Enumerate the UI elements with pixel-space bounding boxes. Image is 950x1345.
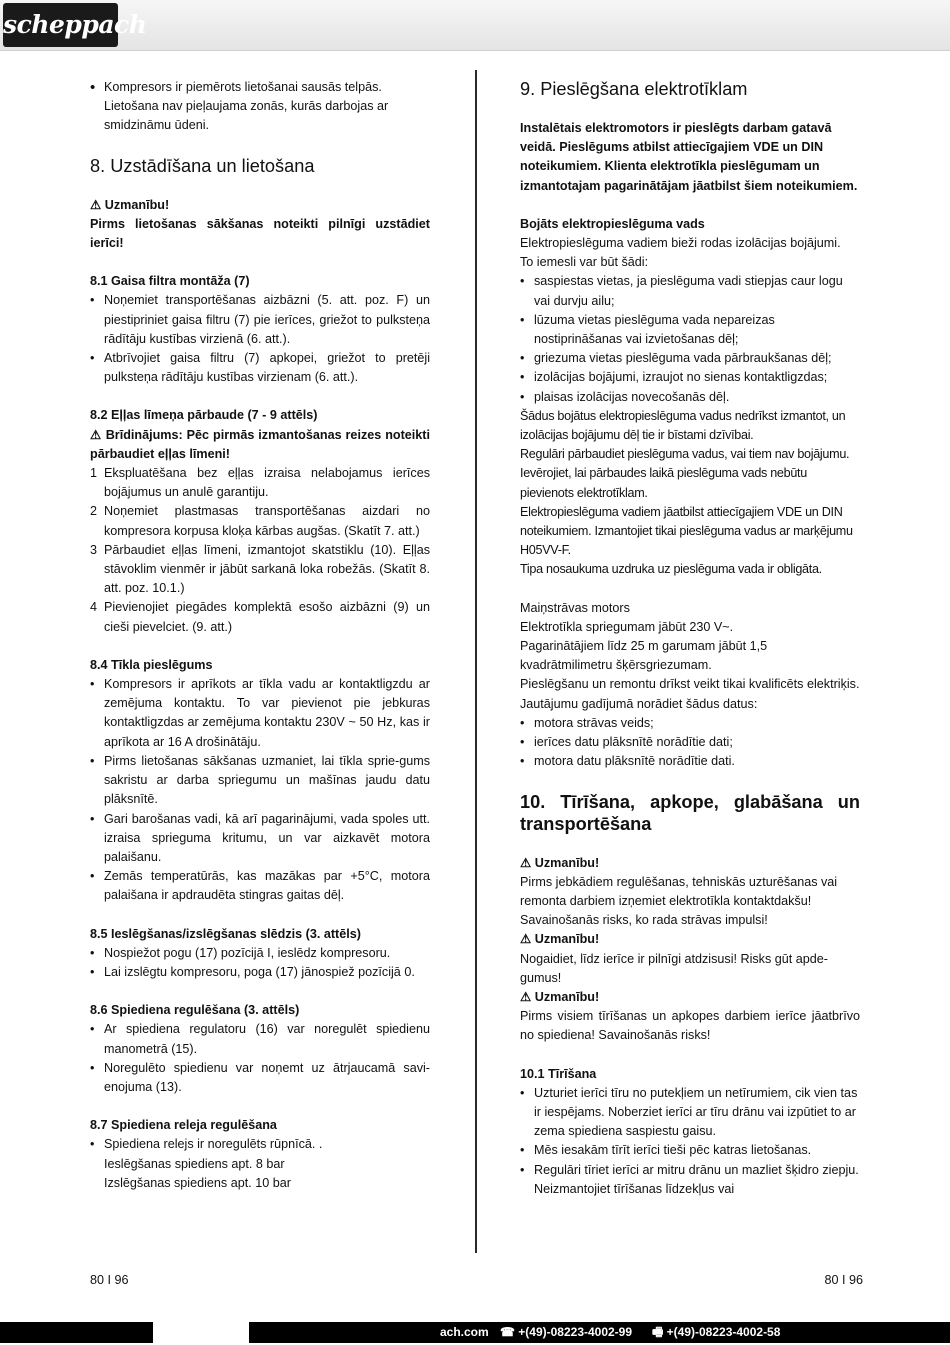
ac-paragraph: Pieslēgšanu un remontu drīkst veikt tikai kvalificēts elektriķis. <box>520 677 860 692</box>
section-9-title: 9. Pieslēgšana elektrotīklam <box>520 79 748 99</box>
section-8-title: 8. Uzstādīšana un lietošana <box>90 155 315 176</box>
cable-paragraph: Elektropieslēguma vadiem jāatbilst attiecīgajiem VDE un DIN noteikumiem. Izmantojiet tikai pieslēguma vadus ar marķējumu H05VV-F. <box>520 504 853 558</box>
section-8-7-list <box>90 1135 430 1154</box>
section-8-4-title: 8.4 Tīkla pieslēgums <box>90 657 213 672</box>
list-item: • Spiediena relejs ir noregulēts rūpnīcā. . <box>90 1135 430 1154</box>
cut-out-pressure: Izslēgšanas spiediens apt. 10 bar <box>104 1175 291 1190</box>
brand-logo: scheppach <box>3 3 118 47</box>
list-item: • motora datu plāksnītē norādītie dati. <box>520 752 860 771</box>
list-item: • lūzuma vietas pieslēguma vada nepareizas nostiprināšanas vai izvietošanas dēļ; <box>520 311 860 349</box>
cable-paragraph: Tipa nosaukuma uzdruka uz pieslēguma vada ir obligāta. <box>520 562 822 577</box>
warning-text: Pirms jebkādiem regulēšanas, tehniskās uzturēšanas vai remonta darbiem izņemiet elektrotīkla kontaktdakšu! Savainošanās risks, ko rada strāvas impulsi! <box>520 874 838 928</box>
list-item: • saspiestas vietas, ja pieslēguma vadi stiepjas caur logu vai durvju ailu; <box>520 272 860 310</box>
ac-paragraph: Pagarinātājiem līdz 25 m garumam jābūt 1,5 kvadrātmilimetru šķērsgriezumam. <box>520 639 768 673</box>
section-8-2-warning: ⚠ Brīdinājums: Pēc pirmās izmantošanas reizes noteikti pārbaudiet eļļas līmeni! <box>90 427 430 461</box>
warning-label: ⚠ Uzmanību! <box>90 197 170 212</box>
column-divider <box>475 70 477 1253</box>
footer-website: ach.com <box>440 1325 489 1339</box>
ac-data-list <box>520 714 860 772</box>
ac-paragraph: Jautājumu gadījumā norādiet šādus datus: <box>520 696 758 711</box>
list-item: • Pirms lietošanas sākšanas uzmaniet, lai tīkla sprie-gums sakristu ar darba spriegumu un mašīnas jaudu datu plāksnītē. <box>90 752 430 810</box>
left-column <box>90 78 430 1193</box>
list-item: • Nospiežot pogu (17) pozīcijā I, ieslēdz kompresoru. <box>90 944 430 963</box>
list-item: • Noņemiet transportēšanas aizbāzni (5. att. poz. F) un piestipriniet gaisa filtru (7) pie ierīces, griežot to pulksteņa rādītāju kustības virzienā (6. att.). <box>90 291 430 349</box>
warning-label: ⚠ Uzmanību! <box>520 855 600 870</box>
section-8-4-list <box>90 675 430 905</box>
cable-paragraph: Elektropieslēguma vadiem bieži rodas izolācijas bojājumi. <box>520 236 841 251</box>
right-column <box>520 78 860 1199</box>
warning-text: Pirms visiem tīrīšanas un apkopes darbiem ierīce jāatbrīvo no spiediena! Savainošanās risks! <box>520 1009 860 1043</box>
page-number-left: 80 I 96 <box>90 1273 129 1287</box>
list-item: • Regulāri tīriet ierīci ar mitru drānu un mazliet šķidro ziepju. Neizmantojiet tīrīšanas līdzekļus vai <box>520 1161 860 1199</box>
warning-label: ⚠ Uzmanību! <box>520 932 600 947</box>
warning-text: Nogaidiet, līdz ierīce ir pilnīgi atdzisusi! Risks gūt apde-gumus! <box>520 951 828 985</box>
footer-phone: ☎ +(49)-08223-4002-99 <box>500 1325 633 1339</box>
section-10-1-title: 10.1 Tīrīšana <box>520 1066 597 1081</box>
list-item: • motora strāvas veids; <box>520 714 860 733</box>
warning-text: Pirms lietošanas sākšanas noteikti pilnīgi uzstādiet ierīci! <box>90 216 430 251</box>
list-item: 4 Pievienojiet piegādes komplektā esošo aizbāzni (9) un cieši pievelciet. (9. att.) <box>90 598 430 636</box>
section-8-5-list <box>90 944 430 982</box>
list-item: • Kompresors ir aprīkots ar tīkla vadu ar kontaktligzdu ar zemējuma kontaktu. To var pievienot pie jebkuras kontaktligzdas ar zemējuma kontaktu 230V ~ 50 Hz, kas ir aprīkota ar 16 A drošinātāju. <box>90 675 430 752</box>
section-8-1-title: 8.1 Gaisa filtra montāža (7) <box>90 274 250 289</box>
list-item: • Atbrīvojiet gaisa filtru (7) apkopei, griežot to pretēji pulksteņa rādītāju kustības virzienam (6. att.). <box>90 349 430 387</box>
section-10-title: 10. Tīrīšana, apkope, glabāšana un transportēšana <box>520 791 860 834</box>
section-8-7-title: 8.7 Spiediena releja regulēšana <box>90 1118 277 1133</box>
section-8-1-list <box>90 291 430 387</box>
list-item: • Lai izslēgtu kompresoru, poga (17) jānospiež pozīcijā 0. <box>90 963 430 982</box>
warning-label: ⚠ Uzmanību! <box>520 989 600 1004</box>
list-item: • ierīces datu plāksnītē norādītie dati; <box>520 733 860 752</box>
section-10-1-list <box>520 1084 860 1199</box>
list-item: • izolācijas bojājumi, izraujot no sienas kontaktligzdas; <box>520 368 860 387</box>
cut-in-pressure: Ieslēgšanas spiediens apt. 8 bar <box>104 1156 285 1171</box>
list-item: • Uzturiet ierīci tīru no putekļiem un netīrumiem, cik vien tas ir iespējams. Noberziet ierīci ar tīru drānu vai izpūtiet to ar zema spiediena saspiestu gaisu. <box>520 1084 860 1142</box>
page-header <box>0 0 950 51</box>
list-item: 1 Ekspluatēšana bez eļļas izraisa nelabojamus ierīces bojājumus un anulē garantiju. <box>90 464 430 502</box>
page-number-right: 80 I 96 <box>824 1273 863 1287</box>
list-item: • Zemās temperatūrās, kas mazākas par +5°C, motora palaišana ir apdraudēta stingras gaitas dēļ. <box>90 867 430 905</box>
section-8-5-title: 8.5 Ieslēgšanas/izslēgšanas slēdzis (3. attēls) <box>90 926 361 941</box>
cable-paragraph: Šādus bojātus elektropieslēguma vadus nedrīkst izmantot, un izolācijas bojājumu dēļ tie ir bīstami dzīvībai. <box>520 408 846 443</box>
cable-causes-list <box>520 272 860 406</box>
ac-paragraph: Elektrotīkla spriegumam jābūt 230 V~. <box>520 619 734 634</box>
footer-fax: 🖷 +(49)-08223-4002-58 <box>652 1325 781 1339</box>
list-item: • Noregulēto spiedienu var noņemt uz ātrjaucamā savi-enojuma (13). <box>90 1059 430 1097</box>
list-item: • Gari barošanas vadi, kā arī pagarinājumi, vada spoles utt. izraisa sprieguma kritumu, un var aizkavēt motora palaišanu. <box>90 810 430 868</box>
cable-title: Bojāts elektropieslēguma vads <box>520 216 705 231</box>
intro-list <box>90 78 430 136</box>
list-item: 3 Pārbaudiet eļļas līmeni, izmantojot skatstiklu (10). Eļļas stāvoklim vienmēr ir jābūt sarkanā loka robežās. (Skatīt 8. att. poz. 10.1.) <box>90 541 430 599</box>
list-item: • Kompresors ir piemērots lietošanai sausās telpās. Lietošana nav pieļaujama zonās, kurās darbojas ar smidzināmu ūdeni. <box>90 78 430 136</box>
ac-motor-title: Maiņstrāvas motors <box>520 600 630 615</box>
section-8-6-list <box>90 1020 430 1097</box>
cable-paragraph: Regulāri pārbaudiet pieslēguma vadus, vai tiem nav bojājumu. Ievērojiet, lai pārbaudes laikā pieslēguma vads nebūtu pievienots elektrotīklam. <box>520 447 850 500</box>
section-8-2-title: 8.2 Eļļas līmeņa pārbaude (7 - 9 attēls) <box>90 408 318 423</box>
list-item: 2 Noņemiet plastmasas transportēšanas aizdari no kompresora korpusa kloķa kārbas augšas. (Skatīt 7. att.) <box>90 502 430 540</box>
cable-paragraph: To iemesli var būt šādi: <box>520 255 649 270</box>
section-8-2-list <box>90 464 430 637</box>
footer-bar-left <box>0 1322 153 1343</box>
list-item: • plaisas izolācijas novecošanās dēļ. <box>520 388 860 407</box>
list-item: • Ar spiediena regulatoru (16) var noregulēt spiedienu manometrā (15). <box>90 1020 430 1058</box>
section-8-6-title: 8.6 Spiediena regulēšana (3. attēls) <box>90 1003 300 1018</box>
list-item: • griezuma vietas pieslēguma vada pārbraukšanas dēļ; <box>520 349 860 368</box>
list-item: • Mēs iesakām tīrīt ierīci tieši pēc katras lietošanas. <box>520 1141 860 1160</box>
section-9-intro: Instalētais elektromotors ir pieslēgts darbam gatavā veidā. Pieslēgums atbilst attiecīgajiem VDE un DIN noteikumiem. Klienta elektrotīkla pieslēgumam un izmantotajam pagarinātājam jāatbilst šiem noteikumiem. <box>520 121 858 193</box>
